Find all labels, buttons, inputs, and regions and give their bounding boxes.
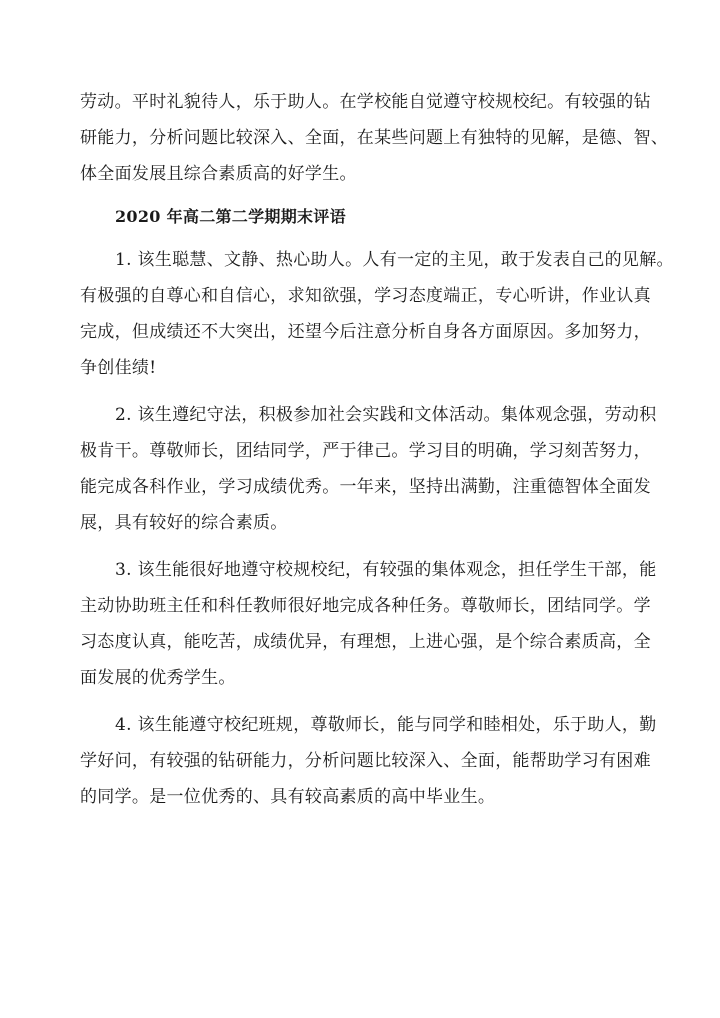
text-line: 的同学。是一位优秀的、具有较高素质的高中毕业生。 [80,787,496,807]
text-line: 习态度认真，能吃苦，成绩优异，有理想，上进心强，是个综合素质高，全 [80,632,651,652]
intro-paragraph [80,84,669,192]
text-line: 2. 该生遵纪守法，积极参加社会实践和文体活动。集体观念强，劳动积 [115,405,657,425]
text-line: 主动协助班主任和科任教师很好地完成各种任务。尊敬师长，团结同学。学 [80,596,651,616]
text-line: 展，具有较好的综合素质。 [80,513,288,533]
text-line: 能完成各科作业，学习成绩优秀。一年来，坚持出满勤，注重德智体全面发 [80,477,651,497]
text-line: 劳动。平时礼貌待人，乐于助人。在学校能自觉遵守校规校纪。有较强的钻 [80,92,651,112]
comment-paragraph-4 [80,707,657,815]
text-line: 面发展的优秀学生。 [80,668,236,688]
comment-paragraph-1 [80,242,674,386]
text-line: 学好问，有较强的钻研能力，分析问题比较深入、全面，能帮助学习有困难 [80,751,651,771]
text-line: 极肯干。尊敬师长，团结同学，严于律己。学习目的明确，学习刻苦努力， [80,441,651,461]
text-line: 4. 该生能遵守校纪班规，尊敬师长，能与同学和睦相处，乐于助人，勤 [115,715,657,735]
text-line: 完成，但成绩还不大突出，还望今后注意分析自身各方面原因。多加努力， [80,322,651,342]
text-line: 有极强的自尊心和自信心，求知欲强，学习态度端正，专心听讲，作业认真 [80,286,651,306]
text-line: 3. 该生能很好地遵守校规校纪，有较强的集体观念，担任学生干部，能 [115,560,657,580]
comment-paragraph-2 [80,397,657,541]
comment-paragraph-3 [80,552,657,696]
text-line: 研能力，分析问题比较深入、全面，在某些问题上有独特的见解，是德、智、 [80,128,669,148]
section-heading: 2020 年高二第二学期期末评语 [115,207,346,226]
text-line: 1. 该生聪慧、文静、热心助人。人有一定的主见，敢于发表自己的见解。 [115,250,674,270]
text-line: 争创佳绩! [80,358,157,378]
text-line: 体全面发展且综合素质高的好学生。 [80,164,357,184]
document-page [80,84,674,815]
